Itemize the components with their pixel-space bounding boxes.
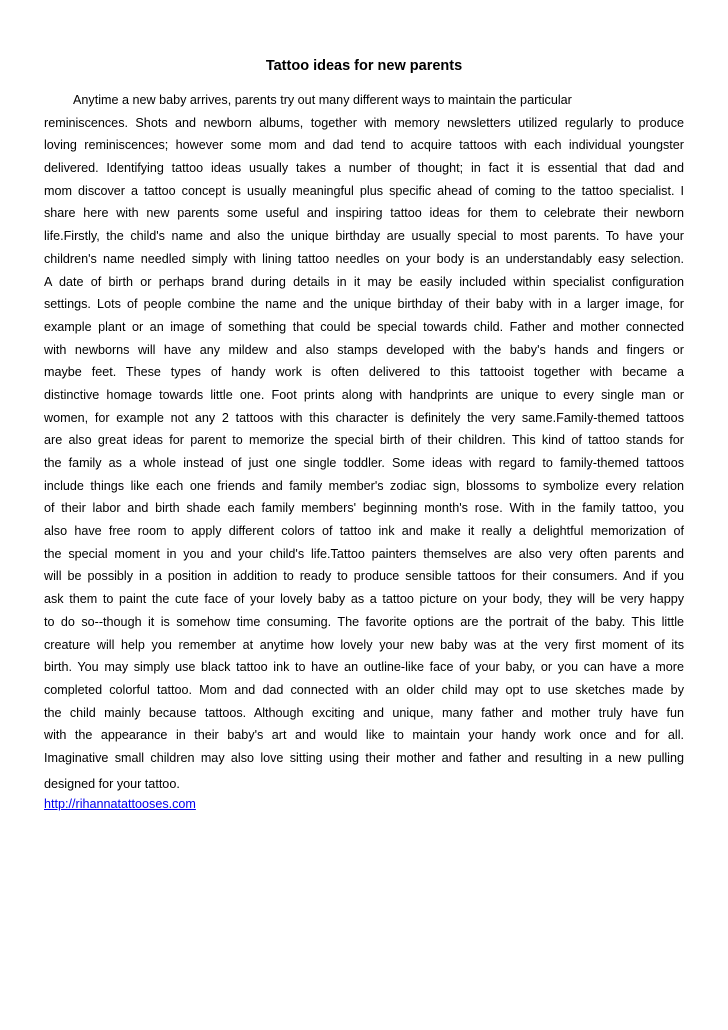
body-line: of their labor and birth shade each family members' beginning month's rose. With in the family tattoo, you bbox=[44, 501, 684, 516]
body-line: loving reminiscences; however some mom and dad tend to acquire tattoos with each individual youngster bbox=[44, 138, 684, 153]
body-line: the special moment in you and your child's life.Tattoo painters themselves are also very often parents and bbox=[44, 546, 684, 561]
body-line: life.Firstly, the child's name and also the unique birthday are usually special to most parents. To have your bbox=[44, 229, 684, 244]
body-line: share here with new parents some useful and inspiring tattoo ideas for them to celebrate their newborn bbox=[44, 206, 684, 221]
body-line: Anytime a new baby arrives, parents try out many different ways to maintain the particular bbox=[73, 93, 572, 107]
body-line: are also great ideas for parent to memorize the special birth of their children. This kind of tattoo stands for bbox=[44, 433, 684, 448]
body-line: the child mainly because tattoos. Although exciting and unique, many father and mother truly have fun bbox=[44, 705, 684, 720]
body-line: will be possibly in a position in addition to ready to produce sensible tattoos for their consumers. And if you bbox=[44, 569, 684, 584]
body-line: A date of birth or perhaps brand during details in it may be easily included within specialist configuration bbox=[44, 274, 684, 289]
body-line: mom discover a tattoo concept is usually meaningful plus specific ahead of coming to the tattoo specialist. I bbox=[44, 183, 684, 198]
body-line: creature will help you remember at anytime how lovely your new baby was at the very first moment of its bbox=[44, 637, 684, 652]
body-line: maybe feet. These types of handy work is often delivered to this tattooist together with became a bbox=[44, 365, 684, 380]
body-line: include things like each one friends and family member's zodiac sign, blossoms to symbolize every relation bbox=[44, 478, 684, 493]
body-line: the family as a whole instead of just one single toddler. Some ideas with regard to family-themed tattoos bbox=[44, 456, 684, 470]
body-line: designed for your tattoo. bbox=[44, 776, 180, 791]
body-line: reminiscences. Shots and newborn albums, together with memory newsletters utilized regularly to produce bbox=[44, 115, 684, 130]
body-line: with the appearance in their baby's art and would like to maintain your handy work once and for all. bbox=[44, 728, 684, 743]
body-line: settings. Lots of people combine the name and the unique birthday of their baby with in a larger image, for bbox=[44, 297, 684, 312]
body-line: with newborns will have any mildew and also stamps developed with the baby's hands and fingers or bbox=[44, 342, 684, 357]
body-line: also have free room to apply different colors of tattoo ink and make it really a delightful memorization of bbox=[44, 524, 684, 539]
body-line: to do so--though it is somehow time consuming. The favorite options are the portrait of the baby. This little bbox=[44, 614, 684, 629]
body-line: delivered. Identifying tattoo ideas usually takes a number of thought; in fact it is essential that dad and bbox=[44, 161, 684, 176]
page-title: Tattoo ideas for new parents bbox=[265, 58, 463, 74]
body-line: completed colorful tattoo. Mom and dad connected with an older child may opt to use sketches made by bbox=[44, 682, 684, 697]
body-line: Imaginative small children may also love sitting using their mother and father and resulting in a new pulling bbox=[44, 750, 684, 765]
body-line: ask them to paint the cute face of your lovely baby as a tattoo picture on your body, they will be very happy bbox=[44, 592, 684, 607]
body-line: children's name needled simply with lining tattoo needles on your body is an understandably easy selection. bbox=[44, 251, 684, 266]
body-line: birth. You may simply use black tattoo ink to have an outline-like face of your baby, or you can have a more bbox=[44, 660, 684, 675]
source-link[interactable]: http://rihannatattooses.com bbox=[44, 797, 196, 811]
body-line: example plant or an image of something that could be special towards child. Father and mother connected bbox=[44, 319, 684, 334]
body-line: distinctive homage towards little one. Foot prints along with handprints are unique to every single man or bbox=[44, 387, 684, 402]
body-line: women, for example not any 2 tattoos with this character is definitely the very same.Family-themed tattoos bbox=[44, 410, 684, 425]
article-body bbox=[44, 89, 684, 795]
